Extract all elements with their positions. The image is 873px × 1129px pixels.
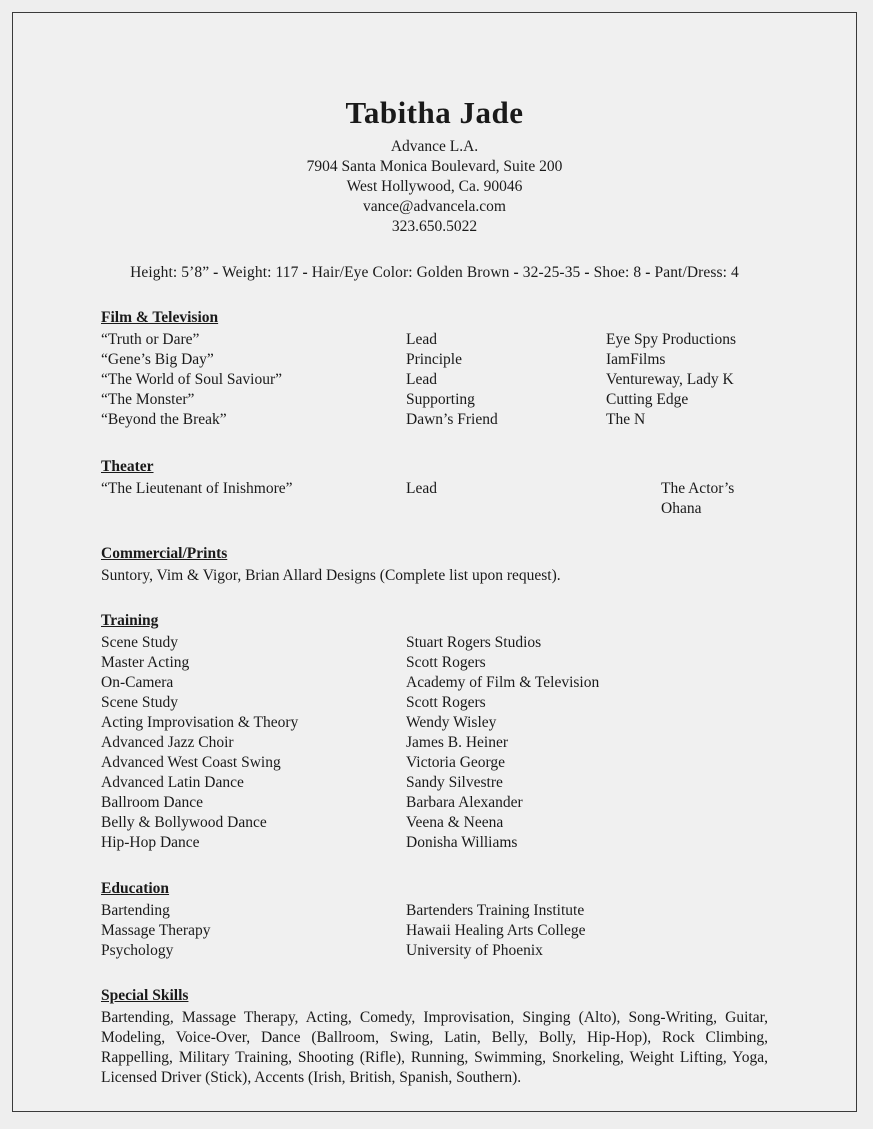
table-row (101, 713, 768, 733)
section-heading: Theater (101, 458, 154, 475)
stat-separator: - (513, 264, 519, 281)
table-row (101, 410, 768, 430)
credit-title: “Truth or Dare” (101, 331, 200, 348)
page-title: Tabitha Jade (345, 95, 524, 130)
training-subject: Advanced Latin Dance (101, 774, 244, 791)
training-instructor: Barbara Alexander (406, 794, 523, 811)
section-heading: Commercial/Prints (101, 545, 228, 562)
stat-shoe: Shoe: 8 (593, 264, 642, 281)
stat-separator: - (584, 264, 590, 281)
section-heading: Film & Television (101, 309, 219, 326)
training-instructor: Scott Rogers (406, 694, 486, 711)
stat-pant-dress: Pant/Dress: 4 (654, 264, 739, 281)
training-table (101, 633, 768, 853)
table-row (101, 673, 768, 693)
training-instructor: Wendy Wisley (406, 714, 497, 731)
credit-title: “Gene’s Big Day” (101, 351, 214, 368)
resume-content (13, 13, 856, 1088)
resume-page (12, 12, 857, 1112)
stat-measurements: 32-25-35 (522, 264, 581, 281)
credit-role: Dawn’s Friend (406, 411, 498, 428)
table-row (101, 733, 768, 753)
credit-role: Principle (406, 351, 462, 368)
training-subject: Advanced West Coast Swing (101, 754, 281, 771)
section-heading: Education (101, 880, 170, 897)
credit-title: “The World of Soul Saviour” (101, 371, 282, 388)
credit-company: Eye Spy Productions (606, 331, 737, 348)
table-row (101, 653, 768, 673)
training-instructor: Sandy Silvestre (406, 774, 503, 791)
education-subject: Bartending (101, 902, 170, 919)
training-instructor: Scott Rogers (406, 654, 486, 671)
education-table (101, 901, 768, 961)
education-subject: Massage Therapy (101, 922, 211, 939)
training-instructor: Victoria George (406, 754, 506, 771)
training-subject: Scene Study (101, 694, 179, 711)
credit-title: “Beyond the Break” (101, 411, 227, 428)
credit-role: Lead (406, 331, 437, 348)
section-commercial-prints (101, 545, 768, 586)
table-row (101, 833, 768, 853)
training-subject: On-Camera (101, 674, 174, 691)
table-row (101, 753, 768, 773)
section-heading: Training (101, 612, 159, 629)
section-theater (101, 458, 768, 519)
stat-height: Height: 5’8” (130, 264, 210, 281)
stat-weight: Weight: 117 (222, 264, 299, 281)
training-instructor: Donisha Williams (406, 834, 518, 851)
training-instructor: James B. Heiner (406, 734, 509, 751)
table-row (101, 793, 768, 813)
credit-role: Lead (406, 480, 437, 497)
table-row (101, 390, 768, 410)
table-row (101, 901, 768, 921)
table-row (101, 773, 768, 793)
agency-name: Advance L.A. (390, 138, 479, 155)
training-subject: Advanced Jazz Choir (101, 734, 234, 751)
table-row (101, 813, 768, 833)
education-subject: Psychology (101, 942, 174, 959)
section-heading: Special Skills (101, 987, 189, 1004)
education-school: University of Phoenix (406, 942, 543, 959)
training-subject: Acting Improvisation & Theory (101, 714, 299, 731)
stat-hair-eye: Hair/Eye Color: Golden Brown (311, 264, 510, 281)
training-subject: Hip-Hop Dance (101, 834, 200, 851)
table-row (101, 479, 768, 519)
email-address: vance@advancela.com (363, 198, 506, 215)
table-row (101, 921, 768, 941)
credit-company: The N (606, 411, 646, 428)
commercial-list: Suntory, Vim & Vigor, Brian Allard Designs (Complete list upon request). (101, 567, 561, 584)
credit-title: “The Lieutenant of Inishmore” (101, 480, 293, 497)
training-instructor: Veena & Neena (406, 814, 504, 831)
section-training (101, 612, 768, 853)
stat-separator: - (645, 264, 651, 281)
theater-credits-table (101, 479, 768, 519)
table-row (101, 693, 768, 713)
education-school: Hawaii Healing Arts College (406, 922, 586, 939)
table-row (101, 633, 768, 653)
stat-separator: - (302, 264, 308, 281)
credit-role: Supporting (406, 391, 475, 408)
training-instructor: Stuart Rogers Studios (406, 634, 542, 651)
table-row (101, 330, 768, 350)
credit-title: “The Monster” (101, 391, 195, 408)
section-film-television (101, 309, 768, 430)
credit-role: Lead (406, 371, 437, 388)
section-special-skills (101, 987, 768, 1088)
address-line-2: West Hollywood, Ca. 90046 (346, 178, 523, 195)
section-education (101, 880, 768, 961)
training-subject: Scene Study (101, 634, 179, 651)
credit-company: IamFilms (606, 351, 666, 368)
credit-company: The Actor’s Ohana (661, 480, 735, 517)
credit-company: Ventureway, Lady K (606, 371, 734, 388)
table-row (101, 370, 768, 390)
training-subject: Master Acting (101, 654, 190, 671)
phone-number: 323.650.5022 (391, 218, 478, 235)
training-subject: Ballroom Dance (101, 794, 204, 811)
special-skills-text: Bartending, Massage Therapy, Acting, Comedy, Improvisation, Singing (Alto), Song-Writing, Guitar, Modeling, Voice-Over, Dance (Ballroom, Swing, Latin, Belly, Bolly, Hip-Hop), Rock Climbing, Rappelling, Military Training, Shooting (Rifle), Running, Swimming, Snorkeling, Weight Lifting, Yoga, Licensed Driver (Stick), Accents (Irish, British, Spanish, Southern). (101, 1009, 768, 1086)
physical-stats (101, 264, 768, 282)
education-school: Bartenders Training Institute (406, 902, 585, 919)
credit-company: Cutting Edge (606, 391, 689, 408)
table-row (101, 350, 768, 370)
address-line-1: 7904 Santa Monica Boulevard, Suite 200 (306, 158, 563, 175)
training-subject: Belly & Bollywood Dance (101, 814, 267, 831)
stat-separator: - (213, 264, 219, 281)
table-row (101, 941, 768, 961)
film-credits-table (101, 330, 768, 430)
training-instructor: Academy of Film & Television (406, 674, 600, 691)
